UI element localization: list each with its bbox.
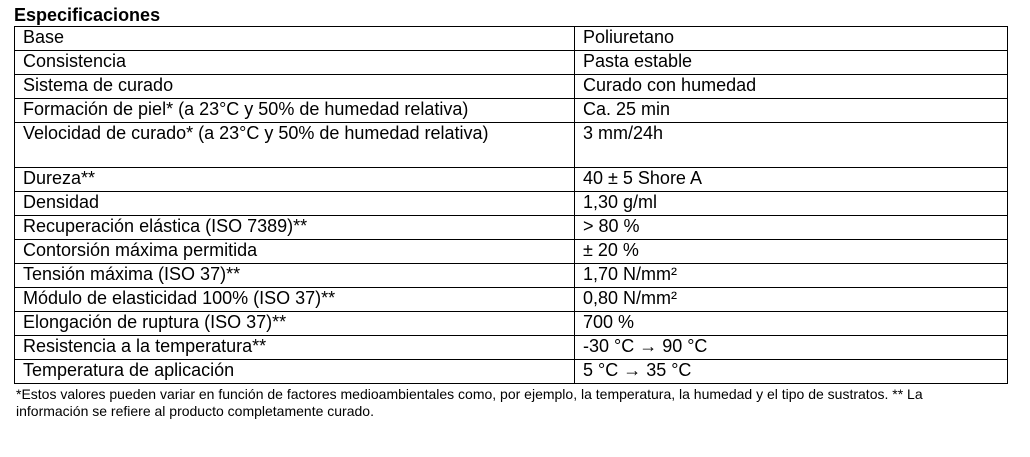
value-cell: Ca. 25 min bbox=[575, 99, 1008, 123]
value-cell: Curado con humedad bbox=[575, 75, 1008, 99]
value-cell: > 80 % bbox=[575, 216, 1008, 240]
property-cell: Base bbox=[15, 27, 575, 51]
table-row bbox=[15, 168, 1008, 192]
property-cell: Dureza** bbox=[15, 168, 575, 192]
table-row bbox=[15, 51, 1008, 75]
section-title: Especificaciones bbox=[14, 5, 161, 25]
value-cell: 1,30 g/ml bbox=[575, 192, 1008, 216]
table-row bbox=[15, 192, 1008, 216]
value-cell: Pasta estable bbox=[575, 51, 1008, 75]
table-row bbox=[15, 75, 1008, 99]
property-cell: Densidad bbox=[15, 192, 575, 216]
property-cell: Resistencia a la temperatura** bbox=[15, 336, 575, 360]
footnote: *Estos valores pueden variar en función de factores medioambientales como, por ejemplo, la temperatura, la humedad y el tipo de sustratos. ** La información se refiere al producto completamente curado. bbox=[16, 386, 923, 419]
value-cell: -30 °C → 90 °C bbox=[575, 336, 1008, 360]
table-row bbox=[15, 99, 1008, 123]
table-row bbox=[15, 288, 1008, 312]
table-row bbox=[15, 336, 1008, 360]
value-cell: 5 °C → 35 °C bbox=[575, 360, 1008, 384]
property-cell: Recuperación elástica (ISO 7389)** bbox=[15, 216, 575, 240]
table-row bbox=[15, 360, 1008, 384]
property-cell: Sistema de curado bbox=[15, 75, 575, 99]
table-row bbox=[15, 240, 1008, 264]
value-cell: 3 mm/24h bbox=[575, 123, 1008, 168]
property-cell: Consistencia bbox=[15, 51, 575, 75]
value-cell: Poliuretano bbox=[575, 27, 1008, 51]
value-cell: 1,70 N/mm² bbox=[575, 264, 1008, 288]
table-row bbox=[15, 27, 1008, 51]
property-cell: Tensión máxima (ISO 37)** bbox=[15, 264, 575, 288]
property-cell: Elongación de ruptura (ISO 37)** bbox=[15, 312, 575, 336]
table-row bbox=[15, 123, 1008, 168]
value-cell: 700 % bbox=[575, 312, 1008, 336]
property-cell: Temperatura de aplicación bbox=[15, 360, 575, 384]
specifications-table bbox=[14, 26, 1008, 384]
value-cell: ± 20 % bbox=[575, 240, 1008, 264]
specifications-section bbox=[14, 5, 1009, 420]
property-cell: Módulo de elasticidad 100% (ISO 37)** bbox=[15, 288, 575, 312]
property-cell: Contorsión máxima permitida bbox=[15, 240, 575, 264]
table-row bbox=[15, 264, 1008, 288]
table-row bbox=[15, 216, 1008, 240]
property-cell: Velocidad de curado* (a 23°C y 50% de humedad relativa) bbox=[15, 123, 575, 168]
value-cell: 0,80 N/mm² bbox=[575, 288, 1008, 312]
table-row bbox=[15, 312, 1008, 336]
property-cell: Formación de piel* (a 23°C y 50% de humedad relativa) bbox=[15, 99, 575, 123]
value-cell: 40 ± 5 Shore A bbox=[575, 168, 1008, 192]
